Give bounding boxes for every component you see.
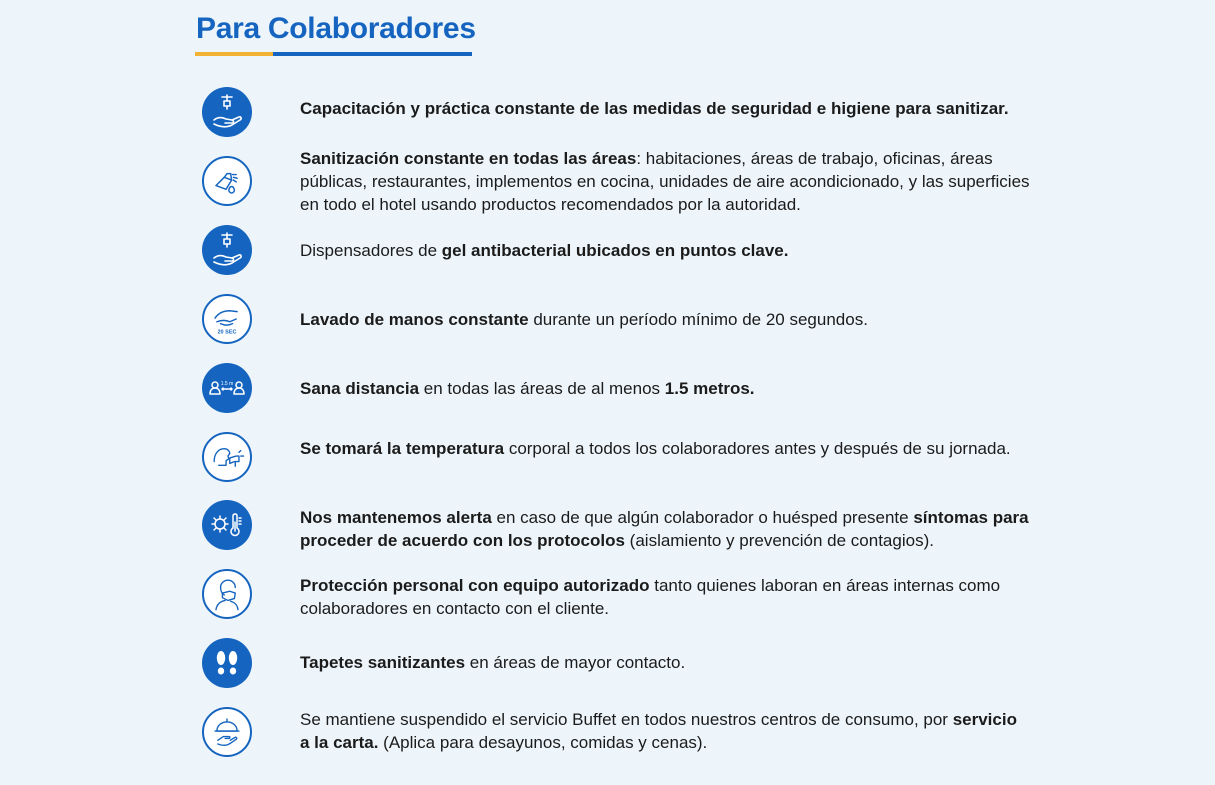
bold-text: Sanitización constante en todas las áreas xyxy=(300,149,637,168)
temperature-check-icon xyxy=(202,432,252,482)
bold-text: Se tomará la temperatura xyxy=(300,439,505,458)
bold-text: Lavado de manos constante xyxy=(300,310,529,329)
bold-text: Tapetes sanitizantes xyxy=(300,653,466,672)
list-item xyxy=(200,500,1040,550)
item-text xyxy=(300,239,1030,262)
page-title: Para Colaboradores xyxy=(196,12,476,45)
list-item xyxy=(200,225,1040,275)
icon-label: 20 SEC xyxy=(217,329,237,336)
social-distance-icon xyxy=(202,363,252,413)
hand-washing-icon xyxy=(202,294,252,344)
bold-text: Nos mantenemos alerta xyxy=(300,508,492,527)
regular-text: Dispensadores de xyxy=(300,241,442,260)
list-item xyxy=(200,707,1040,757)
list-item xyxy=(200,569,1040,619)
item-text xyxy=(300,651,1030,674)
item-text xyxy=(300,97,1030,120)
hand-sanitizer-icon xyxy=(202,225,252,275)
regular-text: Se mantiene suspendido el servicio Buffet en todos nuestros centros de consumo, por xyxy=(300,710,953,729)
item-text xyxy=(300,308,1030,331)
list-item xyxy=(200,363,1040,413)
icon-label: 1.5 m xyxy=(220,381,234,387)
hand-sanitizer-icon xyxy=(202,87,252,137)
list-item xyxy=(200,638,1040,688)
regular-text: en todas las áreas de al menos xyxy=(419,379,665,398)
item-text xyxy=(300,708,1030,754)
bold-text: 1.5 metros. xyxy=(664,379,755,398)
item-text xyxy=(300,437,1030,460)
regular-text: en caso de que algún colaborador o huésped presente xyxy=(491,508,914,527)
bold-text: síntomas para proceder de acuerdo con los protocolos xyxy=(300,508,1029,550)
list-item xyxy=(200,432,1040,482)
food-service-icon xyxy=(202,707,252,757)
list-item xyxy=(200,146,1040,216)
title-underline xyxy=(195,52,472,56)
bold-text: Capacitación y práctica constante de las medidas de seguridad e higiene para sanitizar. xyxy=(300,99,1009,118)
item-text xyxy=(300,147,1030,216)
regular-text: corporal a todos los colaboradores antes y después de su jornada. xyxy=(504,439,1011,458)
regular-text: : habitaciones, áreas de trabajo, oficinas, áreas públicas, restaurantes, implementos en cocina, unidades de aire acondicionado, y las superficies en todo el hotel usando productos recomendados por la autoridad. xyxy=(300,149,1030,214)
face-mask-icon xyxy=(202,569,252,619)
spray-bottle-icon xyxy=(202,156,252,206)
regular-text: tanto quienes laboran en áreas internas como colaboradores en contacto con el cliente. xyxy=(300,576,1001,618)
item-text xyxy=(300,574,1030,620)
virus-thermometer-icon xyxy=(202,500,252,550)
regular-text: en áreas de mayor contacto. xyxy=(465,653,686,672)
footprints-icon xyxy=(202,638,252,688)
bold-text: Sana distancia xyxy=(300,379,420,398)
regular-text: (aislamiento y prevención de contagios). xyxy=(624,531,934,550)
list-item xyxy=(200,87,1040,137)
item-text xyxy=(300,377,1030,400)
bold-text: gel antibacterial ubicados en puntos clave. xyxy=(441,241,789,260)
bold-text: Protección personal con equipo autorizado xyxy=(300,576,650,595)
bold-text: servicio a la carta. xyxy=(300,710,1017,752)
regular-text: durante un período mínimo de 20 segundos. xyxy=(528,310,868,329)
list-item xyxy=(200,294,1040,344)
regular-text: (Aplica para desayunos, comidas y cenas). xyxy=(378,733,708,752)
item-text xyxy=(300,506,1030,552)
